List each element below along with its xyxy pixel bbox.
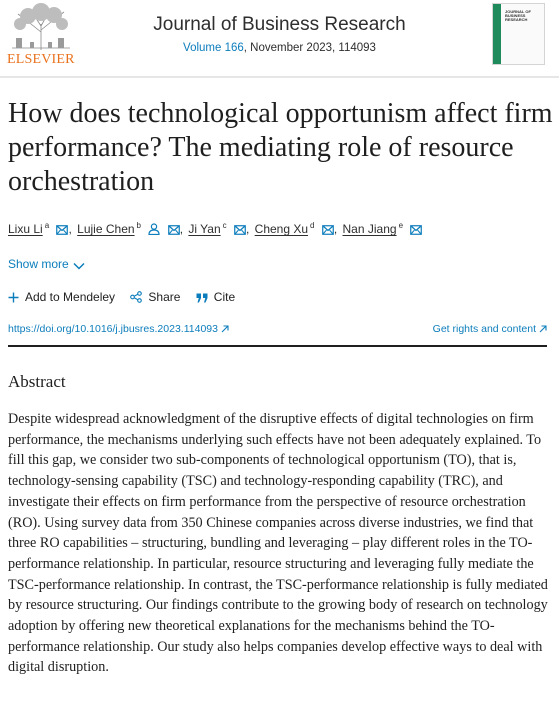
author-item bbox=[8, 221, 68, 236]
issue-details: , November 2023, 114093 bbox=[243, 42, 376, 54]
section-divider bbox=[8, 345, 547, 347]
doi-text: https://doi.org/10.1016/j.jbusres.2023.114093 bbox=[8, 323, 218, 335]
quote-icon bbox=[196, 293, 208, 303]
journal-title-link[interactable]: Journal of Business Research bbox=[153, 14, 406, 35]
author-item bbox=[343, 221, 423, 236]
cite-button[interactable] bbox=[196, 290, 235, 304]
share-button[interactable] bbox=[130, 290, 180, 304]
share-label: Share bbox=[148, 290, 181, 304]
author-separator: , bbox=[68, 222, 72, 236]
author-link[interactable]: Cheng Xu bbox=[254, 222, 309, 236]
author-separator: , bbox=[179, 222, 184, 236]
cover-stripe bbox=[493, 4, 501, 64]
author-separator: , bbox=[333, 222, 338, 236]
cite-label: Cite bbox=[213, 290, 236, 304]
elsevier-wordmark[interactable]: ELSEVIER bbox=[7, 52, 75, 67]
author-item bbox=[188, 221, 246, 236]
rights-text: Get rights and content bbox=[432, 323, 536, 335]
journal-header bbox=[0, 0, 559, 76]
email-icon[interactable] bbox=[168, 225, 180, 235]
affiliation-marker: a bbox=[44, 221, 50, 230]
chevron-down-icon bbox=[73, 262, 85, 270]
external-link-icon bbox=[539, 325, 547, 333]
author-list bbox=[8, 221, 422, 236]
author-link[interactable]: Lujie Chen bbox=[77, 222, 135, 236]
author-link[interactable]: Nan Jiang bbox=[342, 222, 397, 236]
journal-cover-thumbnail[interactable] bbox=[492, 3, 545, 65]
author-link[interactable]: Lixu Li bbox=[8, 222, 43, 236]
issue-info bbox=[0, 42, 559, 54]
volume-link[interactable]: Volume 166 bbox=[183, 42, 244, 54]
show-more-label: Show more bbox=[8, 257, 69, 271]
header-divider bbox=[0, 76, 559, 78]
affiliation-marker: b bbox=[136, 221, 141, 230]
doi-link[interactable] bbox=[8, 323, 229, 335]
abstract-text: Despite widespread acknowledgment of the disruptive effects of digital technologies on firm performance, the mechanisms underlying such effects have not been adequately explained. To fill this gap, we consider two sub-components of technological opportunism (TO), that is, technology-sensing capability (TSC) and technology-responding capability (TRC), and investigate their effects on firm performance from the perspective of resource orchestration (RO). Using survey data from 350 Chinese companies across diverse industries, we find that three RO capabilities – structuring, bundling and leveraging – play different roles in the TO-performance relationship. In particular, resource structuring and leveraging fully mediate the TSC-performance relationship. In contrast, the TSC-performance relationship is fully mediated by resource structuring. Our findings contribute to the growing body of research on technology adoption by offering new theoretical explanations for the mechanisms behind the TO-performance relationship. Our study also helps companies develop effective ways to deal with digital disruption. bbox=[8, 411, 548, 676]
article-title: How does technological opportunism affect firm performance? The mediating role of resource orchestration bbox=[8, 98, 553, 197]
affiliation-marker: e bbox=[398, 221, 404, 230]
email-icon[interactable] bbox=[410, 225, 422, 235]
external-link-icon bbox=[221, 325, 229, 333]
add-to-mendeley-button[interactable] bbox=[8, 290, 115, 304]
rights-and-content-link[interactable] bbox=[433, 323, 547, 335]
email-icon[interactable] bbox=[234, 225, 246, 235]
email-icon[interactable] bbox=[322, 225, 334, 235]
plus-icon bbox=[8, 292, 19, 303]
mendeley-label: Add to Mendeley bbox=[25, 290, 116, 304]
author-link[interactable]: Ji Yan bbox=[188, 222, 221, 236]
affiliation-marker: d bbox=[310, 221, 315, 230]
author-item bbox=[255, 221, 334, 236]
affiliation-marker: c bbox=[222, 221, 227, 230]
email-icon[interactable] bbox=[56, 225, 68, 235]
person-icon[interactable] bbox=[148, 223, 160, 235]
author-separator: , bbox=[245, 222, 250, 236]
cover-title: JOURNAL OF BUSINESS RESEARCH bbox=[505, 9, 531, 22]
abstract-heading: Abstract bbox=[8, 372, 66, 391]
share-icon bbox=[130, 291, 142, 303]
show-more-button[interactable] bbox=[8, 257, 85, 271]
author-item bbox=[77, 221, 180, 236]
article-actions bbox=[8, 290, 247, 304]
